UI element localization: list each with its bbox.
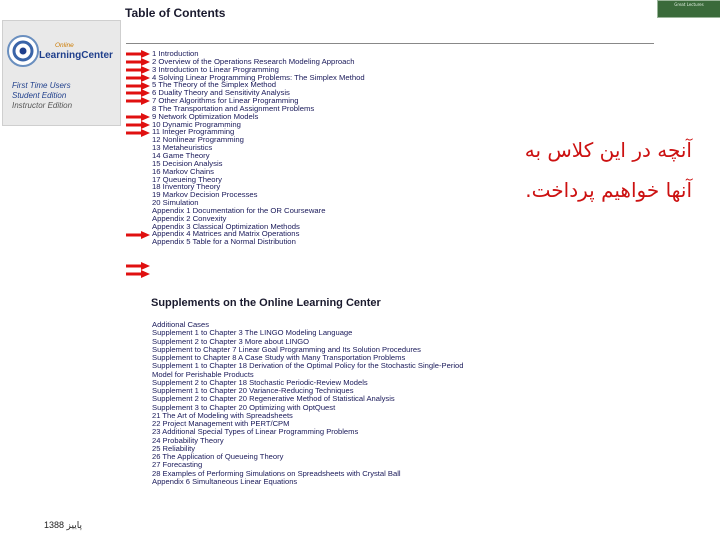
toc-item[interactable]: 13 Metaheuristics bbox=[152, 143, 213, 153]
highlight-arrow-icon bbox=[126, 89, 150, 97]
toc-item[interactable]: 16 Markov Chains bbox=[152, 166, 214, 176]
toc-item[interactable]: Appendix 3 Classical Optimization Methods bbox=[152, 221, 300, 231]
supplement-item[interactable]: Supplement 1 to Chapter 18 Derivation of the Optimal Policy for the Stochastic Single-Period bbox=[152, 361, 464, 371]
toc-item[interactable]: 17 Queueing Theory bbox=[152, 174, 222, 184]
logo-brand-text: LearningCenter bbox=[39, 50, 113, 61]
toc-item[interactable]: 19 Markov Decision Processes bbox=[152, 190, 258, 200]
toc-item[interactable]: 8 The Transportation and Assignment Problems bbox=[152, 103, 315, 113]
supplement-item[interactable]: 21 The Art of Modeling with Spreadsheets bbox=[152, 410, 293, 420]
supplement-item[interactable]: Supplement to Chapter 8 A Case Study with Many Transportation Problems bbox=[152, 353, 406, 362]
supplements-title: Supplements on the Online Learning Center bbox=[151, 297, 381, 309]
toc-item[interactable]: 11 Integer Programming bbox=[152, 127, 235, 137]
highlight-arrow-icon bbox=[126, 66, 150, 74]
supplement-item[interactable]: Supplement to Chapter 7 Linear Goal Programming and Its Solution Procedures bbox=[152, 344, 421, 354]
supplement-item[interactable]: Supplement 2 to Chapter 20 Regenerative Method of Statistical Analysis bbox=[152, 394, 395, 404]
toc-item[interactable]: 15 Decision Analysis bbox=[152, 158, 223, 168]
supplement-item[interactable]: 24 Probability Theory bbox=[152, 435, 224, 445]
supplements-list bbox=[152, 321, 464, 486]
toc-title: Table of Contents bbox=[125, 6, 226, 20]
corner-badge-text: Great Lectures bbox=[674, 2, 704, 7]
supplement-item[interactable]: 23 Additional Special Types of Linear Programming Problems bbox=[152, 427, 359, 437]
toc-item[interactable]: 3 Introduction to Linear Programming bbox=[152, 64, 279, 74]
supplement-item[interactable]: Additional Cases bbox=[152, 320, 209, 329]
supplement-item[interactable]: 25 Reliability bbox=[152, 443, 196, 453]
highlight-arrow-icon bbox=[126, 50, 150, 58]
divider bbox=[126, 43, 654, 44]
highlight-arrow-icon bbox=[126, 262, 150, 270]
highlight-arrow-icon bbox=[126, 58, 150, 66]
toc-item[interactable]: 20 Simulation bbox=[152, 198, 199, 208]
highlight-arrow-icon bbox=[126, 231, 150, 239]
highlight-arrow-icon bbox=[126, 121, 150, 129]
supplement-item[interactable]: Supplement 3 to Chapter 20 Optimizing with OptQuest bbox=[152, 402, 336, 412]
persian-annotation bbox=[525, 130, 692, 210]
toc-item[interactable]: 1 Introduction bbox=[152, 49, 199, 58]
learning-center-logo[interactable] bbox=[5, 25, 118, 83]
toc-item[interactable]: Appendix 5 Table for a Normal Distribution bbox=[152, 237, 296, 247]
supplement-item[interactable]: 26 The Application of Queueing Theory bbox=[152, 452, 284, 461]
supplement-item[interactable]: 27 Forecasting bbox=[152, 460, 203, 470]
toc-item[interactable]: Appendix 1 Documentation for the OR Courseware bbox=[152, 205, 326, 215]
instructor-edition-link[interactable]: Instructor Edition bbox=[12, 101, 73, 110]
toc-item[interactable]: 10 Dynamic Programming bbox=[152, 119, 241, 129]
toc-item[interactable]: 4 Solving Linear Programming Problems: The Simplex Method bbox=[152, 72, 365, 82]
toc-item[interactable]: Appendix 4 Matrices and Matrix Operations bbox=[152, 229, 300, 239]
supplement-item[interactable]: Supplement 1 to Chapter 20 Variance-Reducing Techniques bbox=[152, 386, 354, 395]
highlight-arrow-icon bbox=[126, 113, 150, 121]
student-edition-link[interactable]: Student Edition bbox=[12, 91, 67, 100]
toc-item[interactable]: 12 Nonlinear Programming bbox=[152, 135, 244, 145]
supplement-item[interactable]: Supplement 2 to Chapter 18 Stochastic Periodic-Review Models bbox=[152, 377, 368, 387]
supplement-item[interactable]: Appendix 6 Simultaneous Linear Equations bbox=[152, 476, 298, 486]
supplement-item[interactable]: 22 Project Management with PERT/CPM bbox=[152, 419, 290, 428]
logo-online-text: Online bbox=[55, 42, 74, 49]
highlight-arrow-icon bbox=[126, 270, 150, 278]
highlight-arrow-icon bbox=[126, 97, 150, 105]
toc-item[interactable]: 6 Duality Theory and Sensitivity Analysis bbox=[152, 88, 290, 98]
highlight-arrow-icon bbox=[126, 129, 150, 137]
toc-item[interactable]: 18 Inventory Theory bbox=[152, 182, 221, 192]
annotation-line-1: آنچه در این کلاس به bbox=[524, 138, 692, 162]
annotation-line-2: آنها خواهیم پرداخت. bbox=[525, 178, 692, 202]
supplement-item[interactable]: Supplement 1 to Chapter 3 The LINGO Modeling Language bbox=[152, 328, 353, 338]
supplement-item[interactable]: Model for Perishable Products bbox=[152, 369, 254, 379]
toc-item[interactable]: Appendix 2 Convexity bbox=[152, 213, 227, 223]
footer-date: پاییز 1388 bbox=[44, 520, 82, 530]
toc-item[interactable]: 7 Other Algorithms for Linear Programming bbox=[152, 96, 299, 106]
supplement-item[interactable]: Supplement 2 to Chapter 3 More about LINGO bbox=[152, 336, 310, 346]
toc-item[interactable]: 14 Game Theory bbox=[152, 150, 210, 160]
corner-badge bbox=[657, 0, 720, 18]
toc-item[interactable]: 2 Overview of the Operations Research Modeling Approach bbox=[152, 56, 355, 66]
olc-sidebar bbox=[2, 20, 121, 126]
first-time-users-link[interactable]: First Time Users bbox=[12, 81, 71, 90]
highlight-arrow-icon bbox=[126, 74, 150, 82]
toc-item[interactable]: 5 The Theory of the Simplex Method bbox=[152, 80, 277, 90]
supplement-item[interactable]: 28 Examples of Performing Simulations on Spreadsheets with Crystal Ball bbox=[152, 468, 401, 478]
toc-item[interactable]: 9 Network Optimization Models bbox=[152, 111, 259, 121]
toc-list bbox=[152, 50, 365, 246]
sidebar-links bbox=[12, 81, 72, 111]
